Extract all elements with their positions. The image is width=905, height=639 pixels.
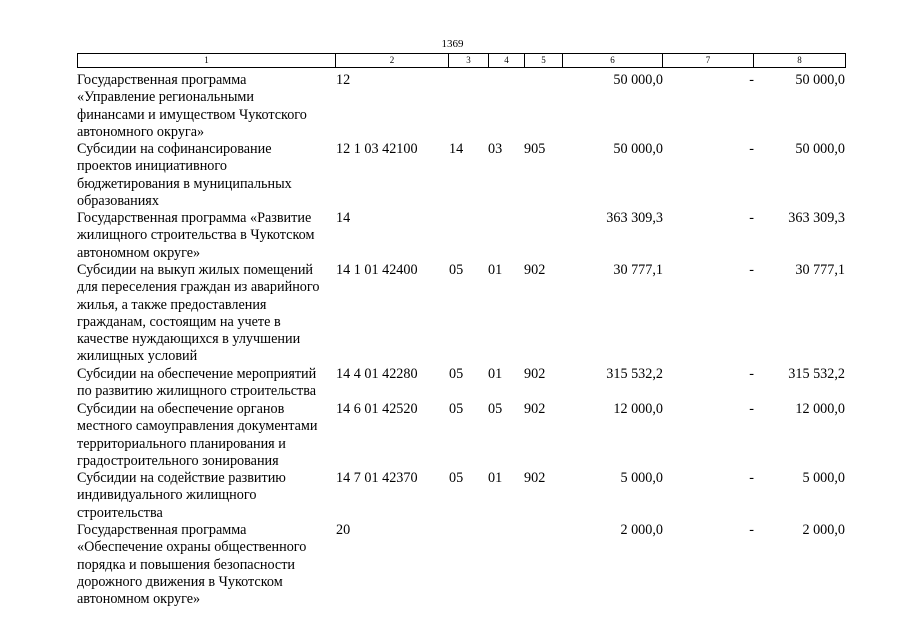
row-value-8: 30 777,1 — [795, 262, 845, 278]
row-name: Субсидии на выкуп жилых помещений для переселения граждан из аварийного жилья, а также предоставления гражданам, состоящим на учете в качестве нуждающихся в улучшении жилищных условий — [77, 262, 320, 365]
row-value-7: - — [749, 262, 754, 278]
row-target-code: 14 — [336, 210, 351, 226]
row-value-7: - — [749, 522, 754, 538]
row-name: Субсидии на обеспечение органов местного самоуправления документами территориального планирования и градостроительного зонирования — [77, 401, 318, 469]
column-number-header — [77, 53, 846, 68]
row-section: 14 — [449, 141, 464, 157]
row-section: 05 — [449, 401, 464, 417]
row-value-8: 363 309,3 — [788, 210, 845, 226]
row-subsection: 01 — [488, 262, 503, 278]
row-name: Государственная программа «Обеспечение охраны общественного порядка и повышения безопасности дорожного движения в Чукотском автономном округе» — [77, 522, 307, 608]
row-value-8: 12 000,0 — [795, 401, 845, 417]
row-name: Субсидии на софинансирование проектов инициативного бюджетирования в муниципальных образованиях — [77, 141, 292, 209]
row-value-6: 50 000,0 — [613, 141, 663, 157]
row-value-7: - — [749, 210, 754, 226]
header-col-6: 6 — [563, 54, 663, 68]
row-target-code: 12 1 03 42100 — [336, 141, 418, 157]
header-col-3: 3 — [449, 54, 489, 68]
row-section: 05 — [449, 366, 464, 382]
row-target-code: 14 6 01 42520 — [336, 401, 418, 417]
row-value-8: 5 000,0 — [802, 470, 845, 486]
row-value-6: 12 000,0 — [613, 401, 663, 417]
row-value-6: 2 000,0 — [620, 522, 663, 538]
row-value-8: 50 000,0 — [795, 72, 845, 88]
row-admin-code: 902 — [524, 262, 546, 278]
row-value-7: - — [749, 470, 754, 486]
row-value-7: - — [749, 72, 754, 88]
page-number: 1369 — [441, 38, 464, 50]
header-col-4: 4 — [489, 54, 525, 68]
row-subsection: 01 — [488, 470, 503, 486]
row-subsection: 05 — [488, 401, 503, 417]
row-name: Субсидии на обеспечение мероприятий по развитию жилищного строительства — [77, 366, 317, 400]
row-admin-code: 902 — [524, 366, 546, 382]
row-value-6: 5 000,0 — [620, 470, 663, 486]
row-subsection: 01 — [488, 366, 503, 382]
row-value-8: 2 000,0 — [802, 522, 845, 538]
row-target-code: 20 — [336, 522, 351, 538]
row-value-7: - — [749, 366, 754, 382]
row-value-8: 315 532,2 — [788, 366, 845, 382]
header-col-5: 5 — [525, 54, 563, 68]
row-admin-code: 902 — [524, 401, 546, 417]
row-subsection: 03 — [488, 141, 503, 157]
row-value-6: 50 000,0 — [613, 72, 663, 88]
row-target-code: 14 1 01 42400 — [336, 262, 418, 278]
row-name: Государственная программа «Управление региональными финансами и имуществом Чукотского автономного округа» — [77, 72, 307, 140]
row-admin-code: 905 — [524, 141, 546, 157]
row-target-code: 14 7 01 42370 — [336, 470, 418, 486]
row-value-7: - — [749, 141, 754, 157]
row-target-code: 14 4 01 42280 — [336, 366, 418, 382]
header-col-2: 2 — [336, 54, 449, 68]
row-section: 05 — [449, 262, 464, 278]
row-target-code: 12 — [336, 72, 351, 88]
header-col-8: 8 — [754, 54, 846, 68]
row-name: Государственная программа «Развитие жилищного строительства в Чукотском автономном округе» — [77, 210, 315, 261]
row-value-6: 30 777,1 — [613, 262, 663, 278]
row-admin-code: 902 — [524, 470, 546, 486]
row-name: Субсидии на содействие развитию индивидуального жилищного строительства — [77, 470, 286, 521]
row-value-7: - — [749, 401, 754, 417]
row-value-8: 50 000,0 — [795, 141, 845, 157]
row-section: 05 — [449, 470, 464, 486]
header-col-7: 7 — [663, 54, 754, 68]
row-value-6: 315 532,2 — [606, 366, 663, 382]
header-col-1: 1 — [78, 54, 336, 68]
row-value-6: 363 309,3 — [606, 210, 663, 226]
